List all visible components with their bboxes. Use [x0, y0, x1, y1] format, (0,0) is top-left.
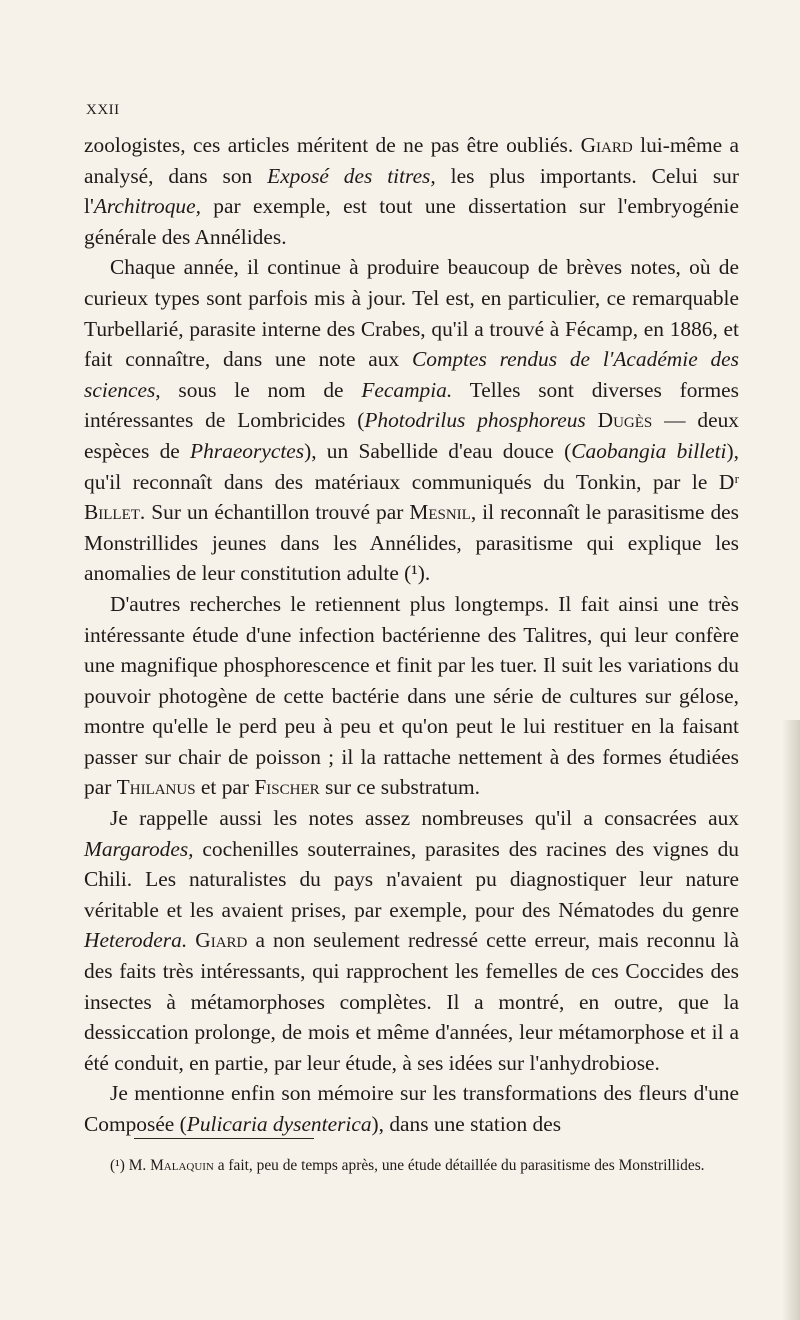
text-run: les plus importants. Celui sur l' [84, 163, 739, 219]
text-run: , il reconnaît le parasitisme des Monstrillides jeunes dans les Annélides, parasitisme qui explique les anomalies de leur constitution adulte (¹). [84, 500, 739, 586]
author-name: Fischer [254, 775, 320, 800]
text-run: par exemple, est tout une dissertation sur l'embryogénie générale des Annélides. [84, 194, 739, 249]
text-run: ), qu'il reconnaît dans des matériaux communiqués du Tonkin, par le Dʳ [84, 438, 739, 494]
text-run: zoologistes, ces articles méritent de ne pas être oubliés. [84, 133, 581, 157]
italic-text: Photodrilus phosphoreus [364, 408, 586, 433]
italic-text: Exposé des titres, [267, 163, 436, 188]
text-run: — deux espèces de [84, 408, 739, 463]
author-name: Giard [580, 133, 633, 157]
text-run: a non seulement redressé cette erreur, mais reconnu là des faits très intéressants, qui rapprochent les femelles de ces Coccides des insectes à métamorphoses complètes. Il a montré, en outre, que la dessiccation prolonge, de mois et même d'années, leur métamorphose et il a été conduit, en partie, par leur étude, à ses idées sur l'anhydrobiose. [84, 928, 739, 1075]
body-text [84, 130, 739, 1140]
text-run: ), dans une station des [371, 1112, 562, 1136]
author-name: Billet [84, 500, 140, 525]
text-run: sur ce substratum. [319, 775, 481, 800]
text-run: et par [195, 775, 255, 800]
italic-text: Margarodes, [84, 836, 194, 861]
text-run: . Sur un échantillon trouvé par [139, 500, 410, 525]
italic-text: Caobangia billeti [571, 438, 727, 463]
text-run: cochenilles souterraines, parasites des racines des vignes du Chili. Les naturalistes du pays n'avaient pu diagnostiquer leur nature véritable et les avaient prises, par exemple, pour des Nématodes du genre [84, 836, 739, 922]
italic-text: Architroque, [93, 194, 201, 219]
text-run: lui-même a analysé, dans son [84, 133, 739, 188]
footnote [84, 1155, 739, 1176]
author-name: Dugès [597, 408, 653, 433]
author-name: Giard [195, 928, 248, 953]
text-run: D'autres recherches le retiennent plus longtemps. Il fait ainsi une très intéressante étude d'une infection bactérienne des Talitres, qui leur confère une magnifique phosphorescence et finit par les tuer. Il suit les variations du pouvoir photogène de cette bactérie dans une série de cultures sur gélose, montre qu'elle le perd peu à peu et qu'on peut le lui restituer en la faisant passer sur chair de poisson ; il la rattache nettement à des formes étudiées par [84, 591, 739, 800]
text-run: sous le nom de [160, 377, 362, 402]
text-run [586, 408, 598, 432]
paragraph [84, 589, 739, 803]
footnote-divider [134, 1138, 314, 1139]
italic-text: Heterodera. [84, 928, 188, 953]
paragraph [84, 1078, 739, 1139]
text-run: (¹) M. [110, 1157, 151, 1174]
text-run: Je mentionne enfin son mémoire sur les transformations des fleurs d'une Composée ( [84, 1081, 739, 1136]
text-run: ), un Sabellide d'eau douce ( [304, 438, 572, 463]
text-run: Chaque année, il continue à produire beaucoup de brèves notes, où de curieux types sont parfois mis à jour. Tel est, en particulier, ce remarquable Turbellarié, parasite interne des Crabes, qu'il a trouvé à Fécamp, en 1886, et fait connaître, dans une note aux [84, 255, 739, 372]
italic-text: Comptes rendus de l'Académie des sciences, [84, 347, 739, 402]
text-run: Je rappelle aussi les notes assez nombreuses qu'il a consacrées aux [110, 806, 739, 831]
page-number: XXII [86, 102, 120, 118]
author-name: Thilanus [116, 775, 196, 800]
paragraph [84, 130, 739, 252]
text-run: a fait, peu de temps après, une étude détaillée du parasitisme des Monstrillides. [213, 1157, 705, 1174]
page-edge-stain [782, 720, 800, 1320]
author-name: Malaquin [150, 1157, 214, 1174]
author-name: Mesnil [409, 500, 471, 525]
italic-text: Fecampia. [361, 377, 453, 402]
paragraph [84, 803, 739, 1078]
paragraph [84, 252, 739, 589]
text-run: Telles sont diverses formes intéressantes de Lombricides ( [84, 377, 739, 433]
italic-text: Phraeoryctes [190, 438, 305, 463]
italic-text: Pulicaria dysenterica [186, 1112, 372, 1136]
